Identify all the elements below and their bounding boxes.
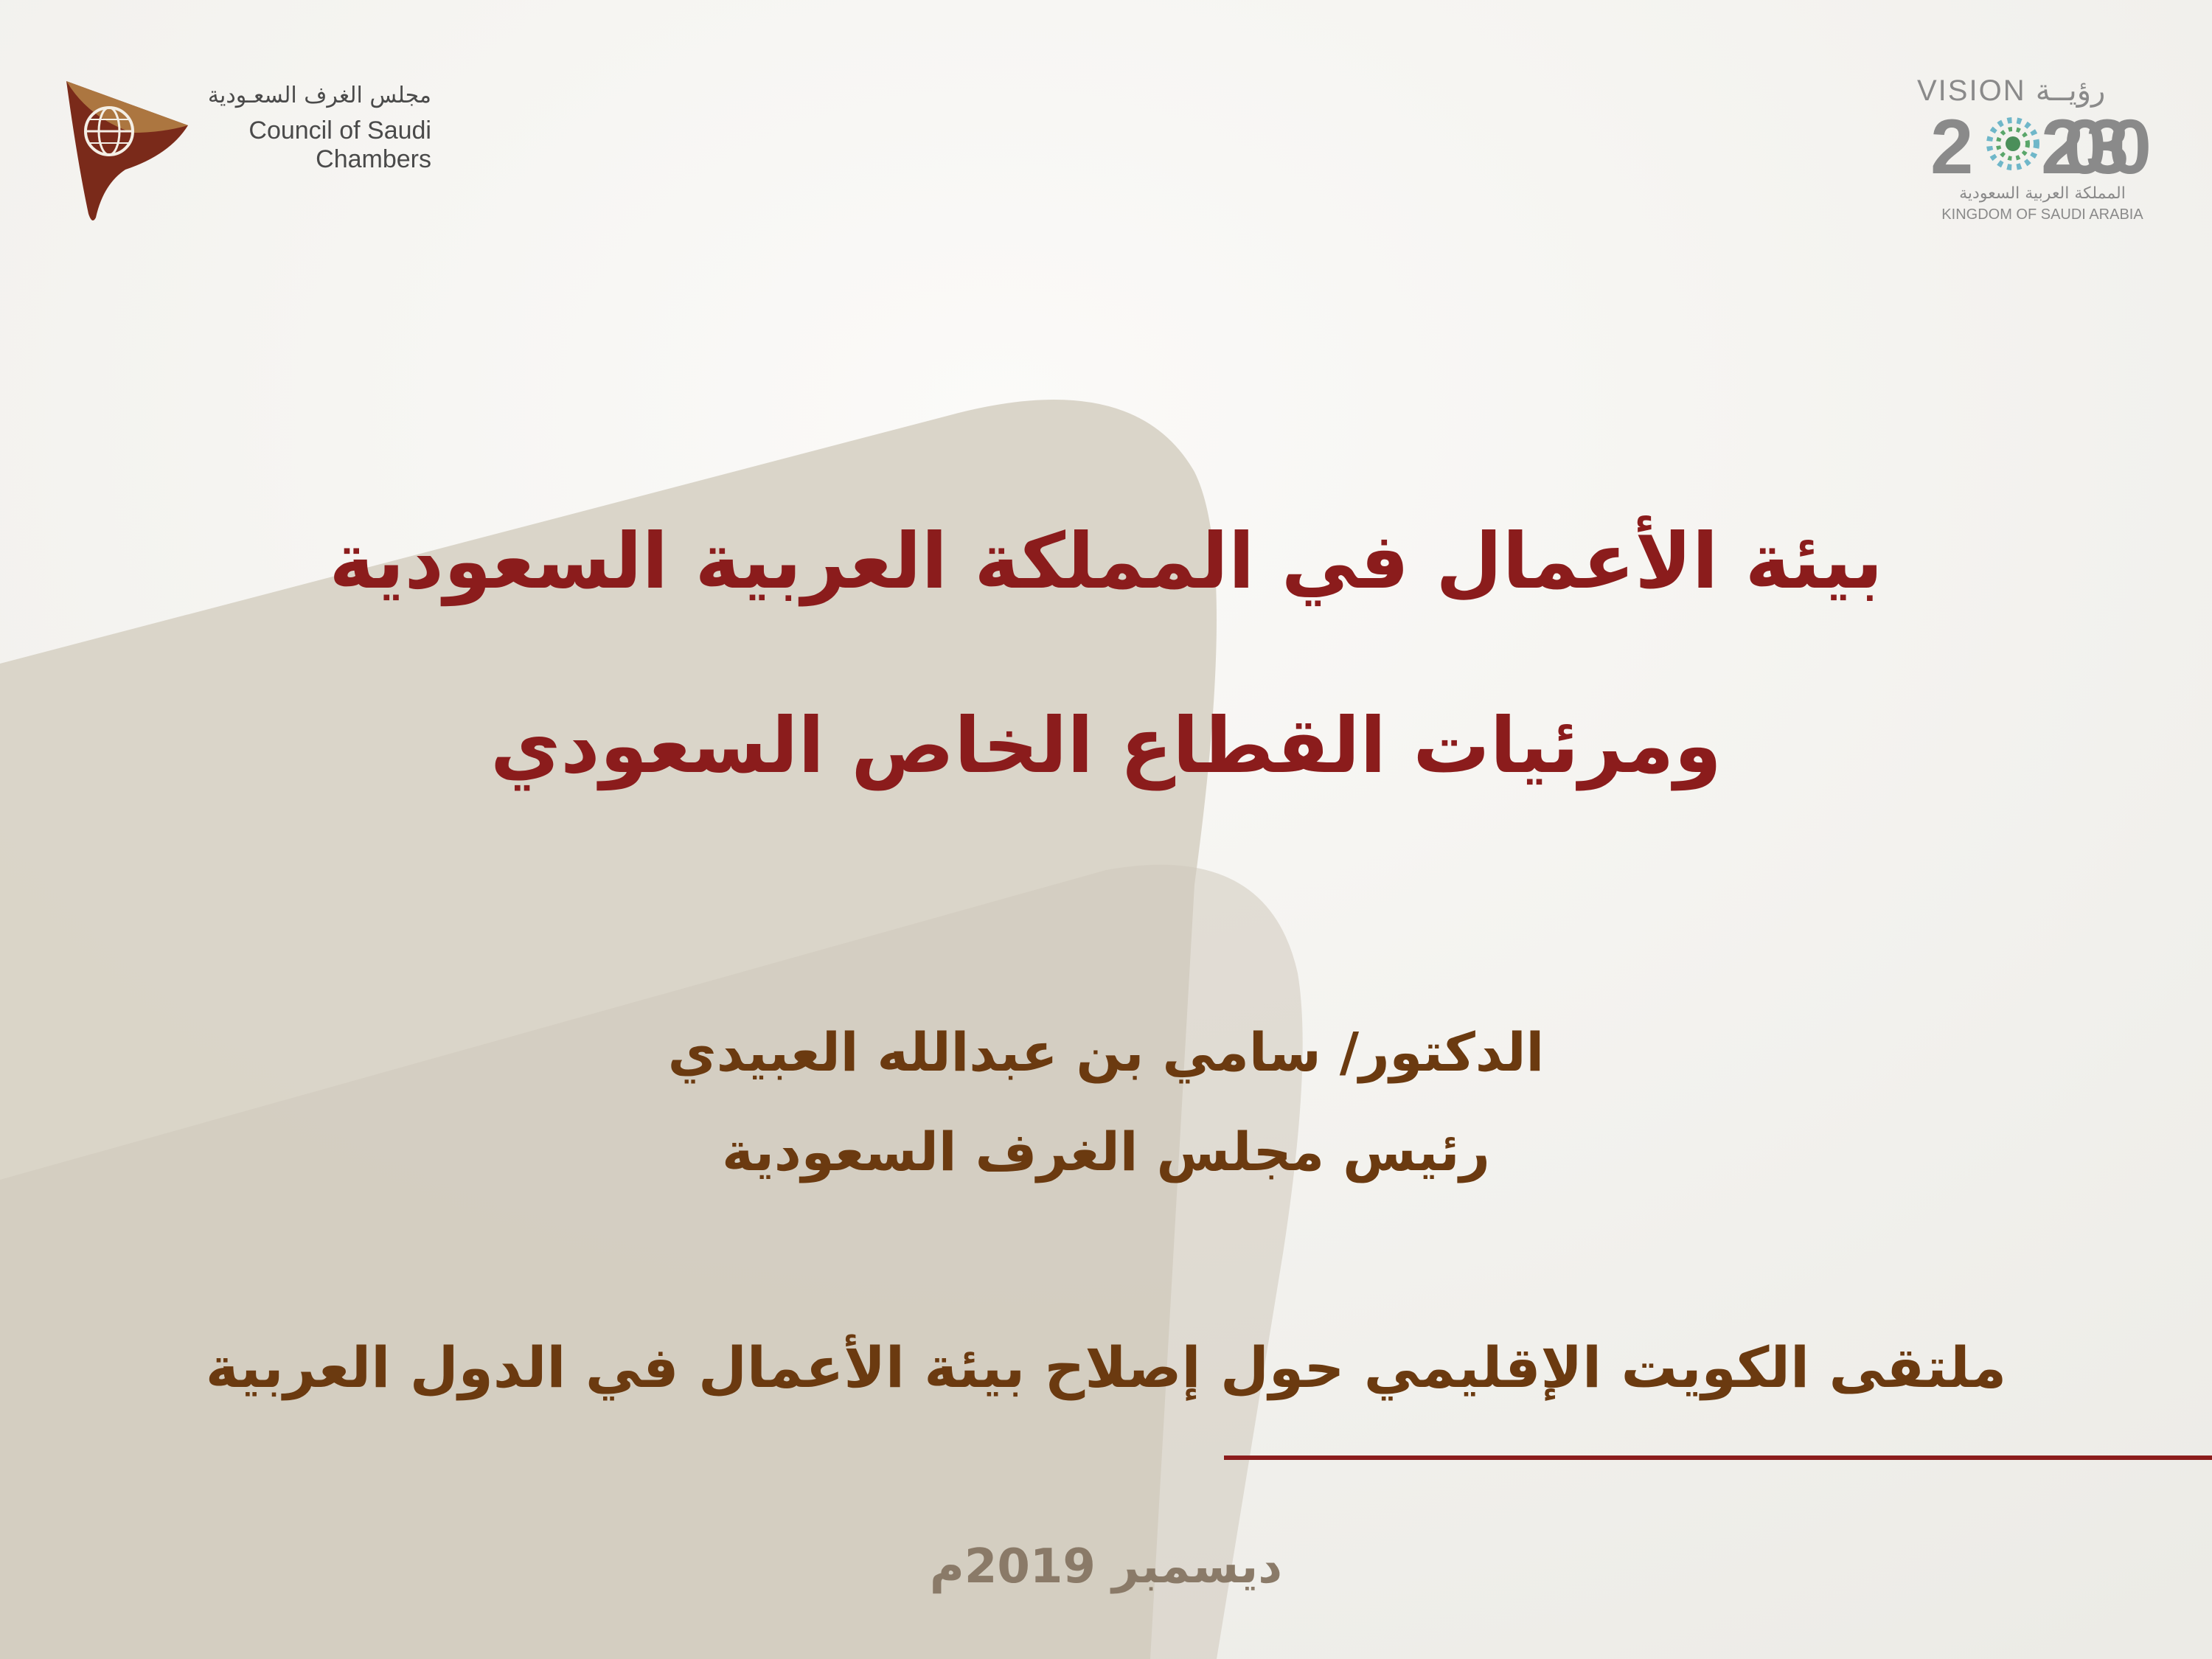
vision-country-en: KINGDOM OF SAUDI ARABIA (1941, 206, 2143, 223)
vision-label-en: VISION (1917, 74, 2026, 107)
vision-country-ar: المملكة العربية السعودية (1959, 184, 2126, 203)
presenter-role: رئيس مجلس الغرف السعودية (722, 1121, 1490, 1183)
vision-2030-emblem-icon (1930, 103, 2152, 184)
divider-rule (1224, 1455, 2212, 1460)
presenter-name: الدكتور/ سامي بن عبدالله العبيدي (667, 1021, 1545, 1083)
slide-title-line-1: بيئة الأعمال في المملكة العربية السعودية (329, 516, 1883, 606)
presentation-date: ديسمبر 2019م (929, 1540, 1283, 1594)
council-name-arabic: مجلس الغرف السعـودية (207, 83, 431, 108)
slide-title-line-2: ومرئيات القطاع الخاص السعودي (490, 700, 1722, 790)
vision-year: 2030 (2041, 104, 2152, 184)
council-name-english: Council of Saudi Chambers (248, 116, 431, 173)
vision-2030-logo (1917, 74, 2153, 229)
vision-label-ar: رؤيــة (2035, 74, 2106, 108)
svg-text:2: 2 (1930, 104, 1974, 184)
event-name: ملتقى الكويت الإقليمي حول إصلاح بيئة الأعمال في الدول العربية (205, 1335, 2007, 1400)
